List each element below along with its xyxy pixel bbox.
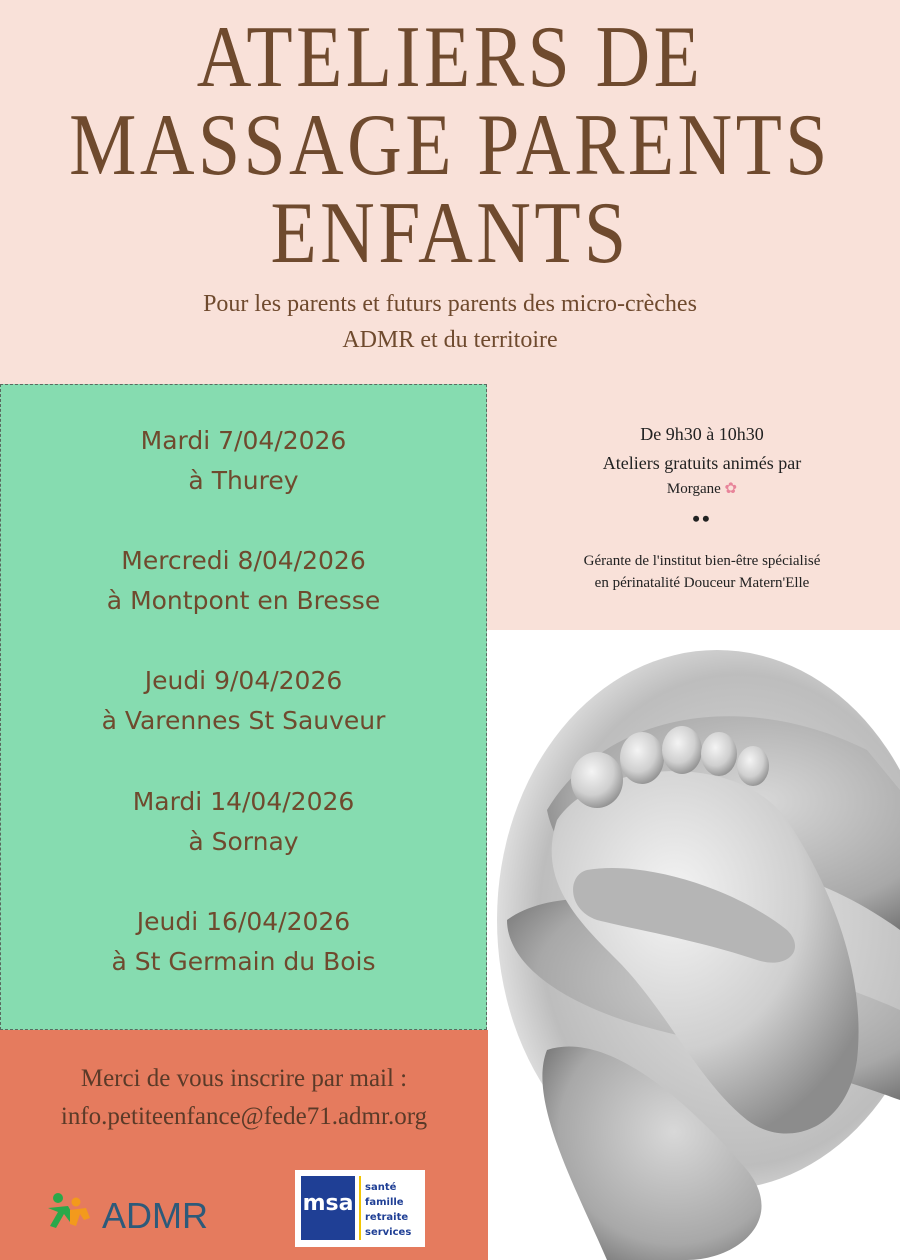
host-role-line-1: Gérante de l'institut bien-être spécialisé bbox=[583, 553, 821, 569]
sessions-panel bbox=[0, 384, 487, 1030]
workshop-time: De 9h30 à 10h30 bbox=[640, 424, 764, 444]
poster-subtitle bbox=[0, 286, 900, 358]
session-item bbox=[1, 661, 486, 741]
host-name: Morgane bbox=[666, 481, 721, 497]
msa-logo bbox=[295, 1170, 425, 1247]
host-role-line-2: en périnatalité Douceur Matern'Elle bbox=[594, 575, 810, 591]
msa-logo-mark bbox=[295, 1170, 425, 1247]
session-item bbox=[1, 782, 486, 862]
session-date: Mardi 14/04/2026 bbox=[132, 787, 355, 816]
lotus-flower-icon: ✿ bbox=[724, 481, 738, 497]
baby-foot-photo bbox=[487, 630, 900, 1260]
baby-foot-illustration bbox=[487, 630, 900, 1260]
session-place: à Thurey bbox=[188, 466, 299, 495]
session-item bbox=[1, 541, 486, 621]
workshop-description: Ateliers gratuits animés par bbox=[602, 453, 802, 473]
session-date: Mardi 7/04/2026 bbox=[140, 426, 347, 455]
session-date: Jeudi 16/04/2026 bbox=[136, 907, 351, 936]
workshop-info bbox=[520, 420, 884, 594]
session-place: à Montpont en Bresse bbox=[106, 586, 381, 615]
msa-letters: msa bbox=[302, 1191, 354, 1216]
signup-instruction: Merci de vous inscrire par mail : bbox=[80, 1065, 408, 1092]
subtitle-line-2: ADMR et du territoire bbox=[342, 327, 558, 353]
title-line-3: ENFANTS bbox=[270, 185, 630, 282]
host-line bbox=[520, 478, 884, 500]
poster-title bbox=[63, 9, 837, 282]
msa-tagline-3: retraite bbox=[365, 1212, 409, 1223]
session-place: à St Germain du Bois bbox=[111, 947, 376, 976]
session-date: Jeudi 9/04/2026 bbox=[144, 666, 343, 695]
admr-logo-mark bbox=[46, 1190, 226, 1240]
session-item bbox=[1, 902, 486, 982]
session-date: Mercredi 8/04/2026 bbox=[121, 546, 366, 575]
session-place: à Varennes St Sauveur bbox=[101, 706, 386, 735]
registration-footer bbox=[0, 1030, 488, 1260]
subtitle-line-1: Pour les parents et futurs parents des micro-crèches bbox=[203, 291, 697, 317]
contact-email[interactable]: info.petiteenfance@fede71.admr.org bbox=[60, 1103, 428, 1130]
admr-logo bbox=[46, 1190, 226, 1240]
admr-wordmark: ADMR bbox=[102, 1195, 208, 1236]
title-line-1: ATELIERS DE bbox=[196, 9, 704, 106]
session-place: à Sornay bbox=[188, 827, 299, 856]
title-line-2: MASSAGE PARENTS bbox=[69, 97, 831, 194]
separator-dots: •• bbox=[692, 506, 712, 531]
registration-text bbox=[0, 1060, 488, 1136]
msa-tagline-4: services bbox=[365, 1227, 412, 1238]
msa-tagline-1: santé bbox=[365, 1182, 397, 1193]
msa-tagline-2: famille bbox=[365, 1197, 404, 1208]
session-item bbox=[1, 421, 486, 501]
